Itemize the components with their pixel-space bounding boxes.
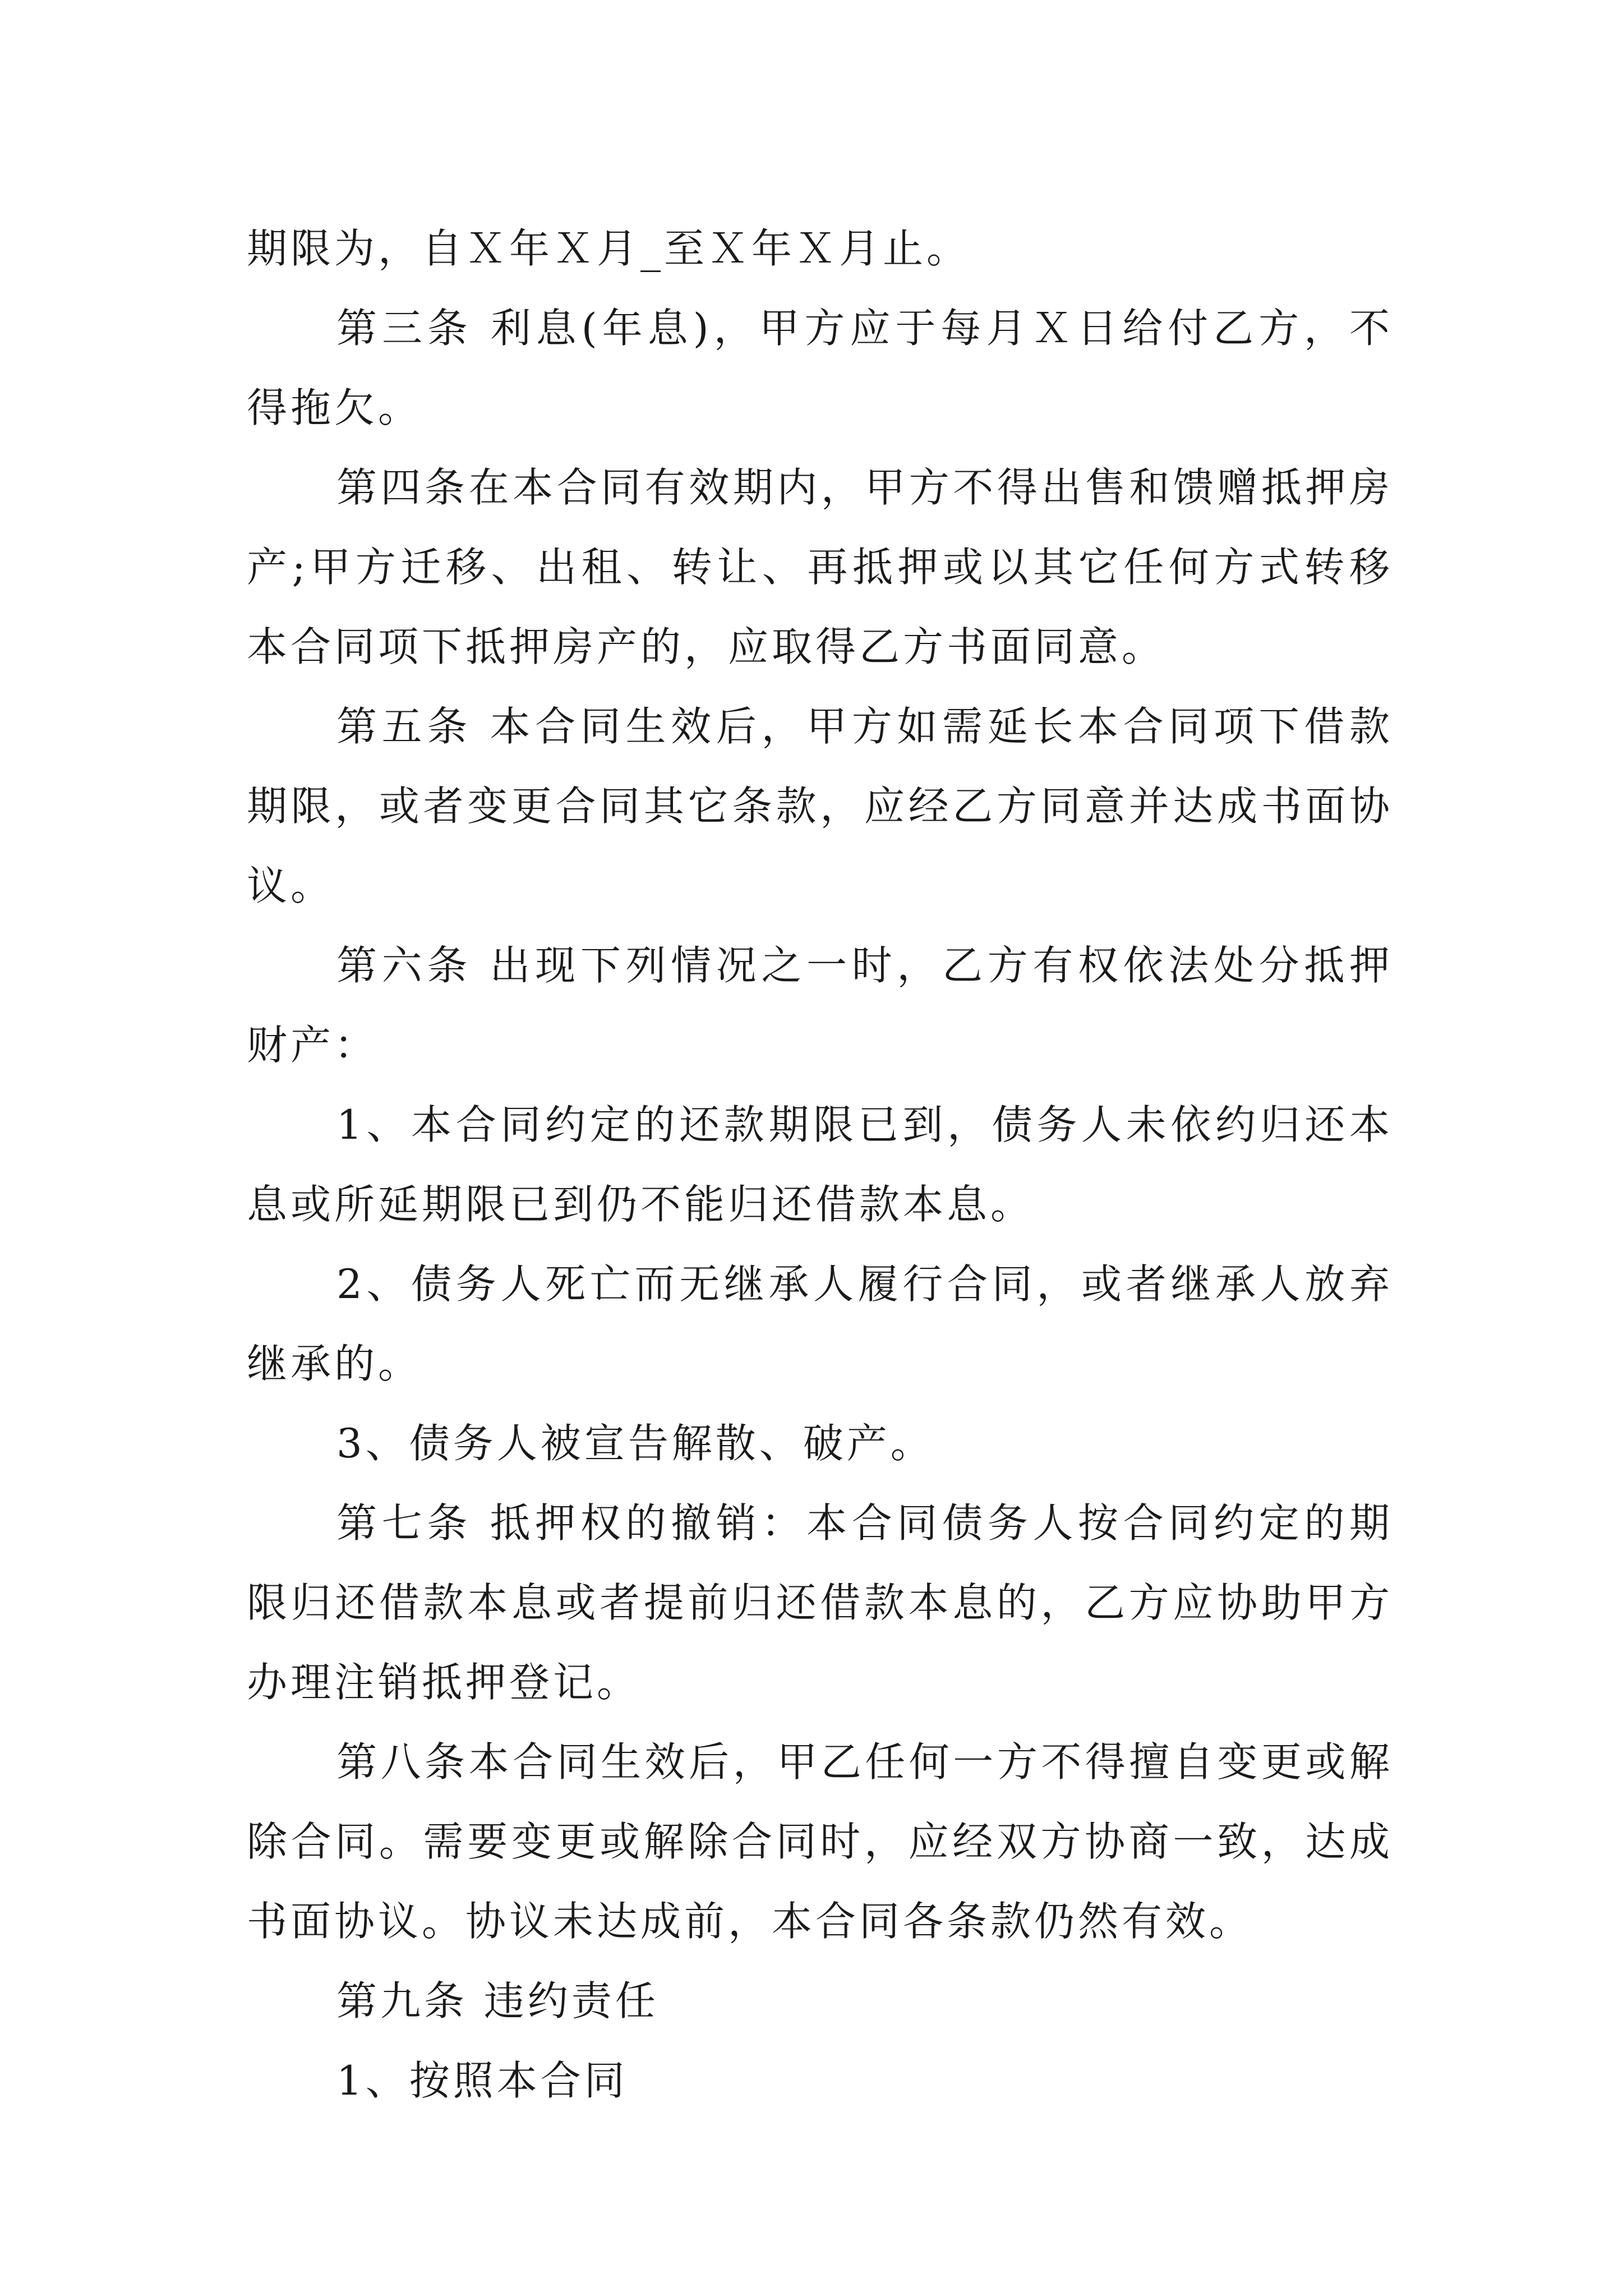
- paragraph-article-6-item-2: 2、债务人死亡而无继承人履行合同，或者继承人放弃继承的。: [247, 1260, 1393, 1387]
- paragraph-article-8: 第八条本合同生效后，甲乙任何一方不得擅自变更或解除合同。需要变更或解除合同时，应经双方协商一致，达成书面协议。协议未达成前，本合同各条款仍然有效。: [247, 1738, 1393, 1945]
- paragraph-article-4: 第四条在本合同有效期内，甲方不得出售和馈赠抵押房产;甲方迁移、出租、转让、再抵押或以其它任何方式转移本合同项下抵押房产的，应取得乙方书面同意。: [247, 464, 1393, 670]
- paragraph-article-7: 第七条 抵押权的撤销：本合同债务人按合同约定的期限归还借款本息或者提前归还借款本息的，乙方应协助甲方办理注销抵押登记。: [247, 1499, 1393, 1706]
- paragraph-article-6-item-3: 3、债务人被宣告解散、破产。: [336, 1420, 934, 1467]
- paragraph-article-5: 第五条 本合同生效后，甲方如需延长本合同项下借款期限，或者变更合同其它条款，应经乙方同意并达成书面协议。: [247, 703, 1393, 909]
- paragraph-article-9: 第九条 违约责任: [336, 1977, 659, 2024]
- paragraph-article-3: 第三条 利息(年息)，甲方应于每月Ｘ日给付乙方，不得拖欠。: [247, 305, 1393, 431]
- contract-text: [247, 209, 1393, 2120]
- paragraph-term-period: 期限为，自Ｘ年Ｘ月_至Ｘ年Ｘ月止。: [247, 225, 971, 272]
- paragraph-article-6: 第六条 出现下列情况之一时，乙方有权依法处分抵押财产：: [247, 942, 1393, 1069]
- paragraph-article-6-item-1: 1、本合同约定的还款期限已到，债务人未依约归还本息或所延期限已到仍不能归还借款本息。: [247, 1101, 1393, 1228]
- paragraph-article-9-item-1: 1、按照本合同: [336, 2057, 628, 2104]
